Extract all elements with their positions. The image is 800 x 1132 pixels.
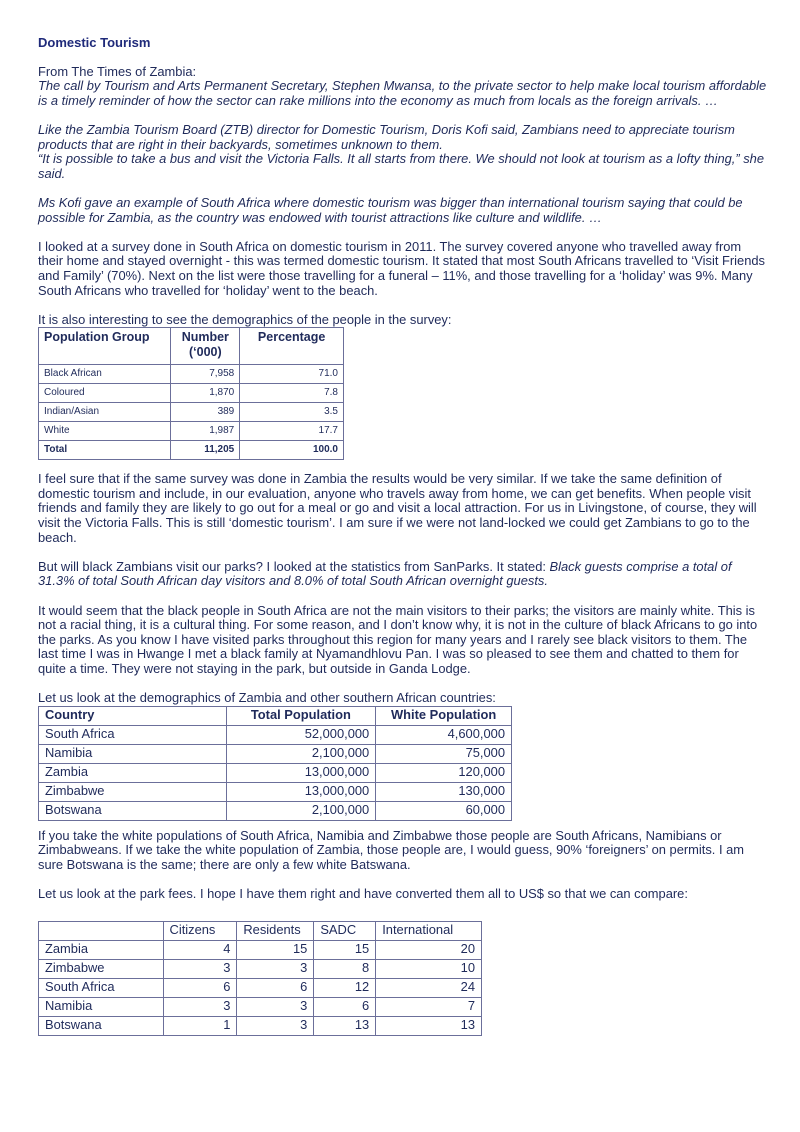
table-cell: White xyxy=(39,422,171,441)
table-cell: Namibia xyxy=(39,997,164,1016)
table-cell: 3 xyxy=(237,959,314,978)
table-cell: 71.0 xyxy=(240,365,344,384)
body-paragraph-2: It is also interesting to see the demographics of the people in the survey: xyxy=(38,311,452,327)
table-cell: 12 xyxy=(314,978,376,997)
table-cell: 15 xyxy=(314,940,376,959)
table-cell: 1,870 xyxy=(171,384,240,403)
table-cell: 3 xyxy=(163,959,237,978)
body-paragraph-4 xyxy=(38,560,768,589)
table-header-cell: Residents xyxy=(237,921,314,940)
table-cell: 13,000,000 xyxy=(226,763,376,782)
table-header-cell: White Population xyxy=(376,706,512,725)
table-header-row xyxy=(39,921,482,940)
table-cell: Botswana xyxy=(39,1016,164,1035)
table-header-cell: Percentage xyxy=(240,328,344,365)
table-header-row xyxy=(39,328,344,365)
table-header-cell: SADC xyxy=(314,921,376,940)
table-cell: Zambia xyxy=(39,763,227,782)
body-paragraph-8: Let us look at the park fees. I hope I have them right and have converted them all to US$ so that we can compare: xyxy=(38,886,688,902)
table-cell: 52,000,000 xyxy=(226,725,376,744)
table-cell: 1 xyxy=(163,1016,237,1035)
table-cell: South Africa xyxy=(39,725,227,744)
table-cell: 13,000,000 xyxy=(226,782,376,801)
table-row xyxy=(39,1016,482,1035)
table-cell: 389 xyxy=(171,403,240,422)
table-cell: Zambia xyxy=(39,940,164,959)
table-row xyxy=(39,959,482,978)
table-cell: 15 xyxy=(237,940,314,959)
body-paragraph-3: I feel sure that if the same survey was done in Zambia the results would be very similar. If we take the same definition of domestic tourism and include, in our evaluation, anyone who travels away from home, we can get benefits. When people visit friends and family they are likely to go out for a meal or go and visit a local attraction. For us in Livingstone, of course, they will visit the Victoria Falls. This is still ‘domestic tourism’. I am sure if we were not land-locked we could get Zambians to go to the beach. xyxy=(38,471,757,545)
table-cell: 3 xyxy=(237,1016,314,1035)
body-paragraph-5: It would seem that the black people in South Africa are not the main visitors to their parks; the visitors are mainly white. This is not a racial thing, it is a cultural thing. For some reason, and I don’t know why, it is not in the culture of black Africans to go into the parks. As you know I have visited parks throughout this region for many years and I rarely see black visitors to them. The last time I was in Hwange I met a black family at Nyamandhlovu Pan. I was so pleased to see them and chatted to them for quite a time. They were not staying in the park, but outside in Ganda Lodge. xyxy=(38,602,758,676)
table-header-cell xyxy=(39,921,164,940)
country-population-table xyxy=(38,706,512,821)
table-row xyxy=(39,940,482,959)
table-row xyxy=(39,422,344,441)
table-cell: Botswana xyxy=(39,801,227,820)
table-cell: 13 xyxy=(376,1016,482,1035)
table-header-cell: Total Population xyxy=(226,706,376,725)
table-cell: 1,987 xyxy=(171,422,240,441)
table-cell: 6 xyxy=(314,997,376,1016)
table-cell: 10 xyxy=(376,959,482,978)
table-cell: 60,000 xyxy=(376,801,512,820)
park-fees-table xyxy=(38,921,482,1036)
table-cell: 100.0 xyxy=(240,441,344,460)
table-cell: 130,000 xyxy=(376,782,512,801)
table-cell: 3 xyxy=(163,997,237,1016)
table-row xyxy=(39,978,482,997)
table-cell: 24 xyxy=(376,978,482,997)
table-row xyxy=(39,801,512,820)
table-header-cell: Number (‘000) xyxy=(171,328,240,365)
table-cell: 7,958 xyxy=(171,365,240,384)
quote-paragraph-3: Ms Kofi gave an example of South Africa where domestic tourism was bigger than international tourism saying that could be possible for Zambia, as the country was endowed with tourist attractions like culture and wildlife. … xyxy=(38,194,743,225)
table-row xyxy=(39,365,344,384)
table-cell: 13 xyxy=(314,1016,376,1035)
table-cell: 8 xyxy=(314,959,376,978)
table-cell: 7 xyxy=(376,997,482,1016)
table-cell: 120,000 xyxy=(376,763,512,782)
table-row xyxy=(39,763,512,782)
document-title: Domestic Tourism xyxy=(38,35,151,50)
table-cell: 2,100,000 xyxy=(226,801,376,820)
table-cell: 20 xyxy=(376,940,482,959)
table-cell: Namibia xyxy=(39,744,227,763)
table-cell: South Africa xyxy=(39,978,164,997)
table-header-cell: Country xyxy=(39,706,227,725)
table-row xyxy=(39,384,344,403)
table-cell: 7.8 xyxy=(240,384,344,403)
table-header-cell: International xyxy=(376,921,482,940)
table-row xyxy=(39,403,344,422)
table-total-row xyxy=(39,441,344,460)
table-cell: Black African xyxy=(39,365,171,384)
quote-paragraph-2a: Like the Zambia Tourism Board (ZTB) director for Domestic Tourism, Doris Kofi said, Zambians need to appreciate tourism products that are right in their backyards, sometimes unknown to them. xyxy=(38,121,735,152)
table-cell: Coloured xyxy=(39,384,171,403)
quote-paragraph-1: The call by Tourism and Arts Permanent Secretary, Stephen Mwansa, to the private sector to help make local tourism affordable is a timely reminder of how the sector can rake millions into the economy as much from locals as the foreign arrivals. … xyxy=(38,78,767,108)
table-row xyxy=(39,997,482,1016)
table-cell: Zimbabwe xyxy=(39,782,227,801)
table-header-row xyxy=(39,706,512,725)
table-cell: 3.5 xyxy=(240,403,344,422)
body-paragraph-4-text: But will black Zambians visit our parks? I looked at the statistics from SanParks. It stated: xyxy=(38,558,550,574)
table-cell: 75,000 xyxy=(376,744,512,763)
table-cell: Indian/Asian xyxy=(39,403,171,422)
table-header-cell: Citizens xyxy=(163,921,237,940)
table-row xyxy=(39,725,512,744)
table-cell: 3 xyxy=(237,997,314,1016)
table-row xyxy=(39,744,512,763)
source-line: From The Times of Zambia: xyxy=(38,63,197,79)
table-cell: 4 xyxy=(163,940,237,959)
body-paragraph-1: I looked at a survey done in South Africa on domestic tourism in 2011. The survey covered anyone who travelled away from their home and stayed overnight - this was termed domestic tourism. It stated that most South Africans travelled to ‘Visit Friends and Family’ (70%). Next on the list were those travelling for a funeral – 11%, and those travelling for a ‘holiday’ was 9%. Many South Africans who travelled for ‘holiday’ went to the beach. xyxy=(38,238,765,298)
table-cell: 6 xyxy=(237,978,314,997)
table-cell: 11,205 xyxy=(171,441,240,460)
sanparks-quote: Black guests comprise a total of 31.3% of total South African day visitors and 8.0% of total South African overnight guests. xyxy=(38,558,732,589)
document-page xyxy=(38,36,768,1036)
body-paragraph-6: Let us look at the demographics of Zambia and other southern African countries: xyxy=(38,690,496,706)
quote-paragraph-2b: “It is possible to take a bus and visit the Victoria Falls. It all starts from there. We should not look at tourism as a lofty thing,” she said. xyxy=(38,151,765,181)
population-group-table xyxy=(38,327,344,460)
table-row xyxy=(39,782,512,801)
table-cell: 4,600,000 xyxy=(376,725,512,744)
table-cell: Total xyxy=(39,441,171,460)
table-cell: 6 xyxy=(163,978,237,997)
table-cell: 17.7 xyxy=(240,422,344,441)
table-cell: Zimbabwe xyxy=(39,959,164,978)
table-header-cell: Population Group xyxy=(39,328,171,365)
table-cell: 2,100,000 xyxy=(226,744,376,763)
body-paragraph-7: If you take the white populations of South Africa, Namibia and Zimbabwe those people are South Africans, Namibians or Zimbabweans. If we take the white population of Zambia, those people are, I would guess, 90% ‘foreigners’ on permits. I am sure Botswana is the same; there are only a few white Batswana. xyxy=(38,827,745,872)
